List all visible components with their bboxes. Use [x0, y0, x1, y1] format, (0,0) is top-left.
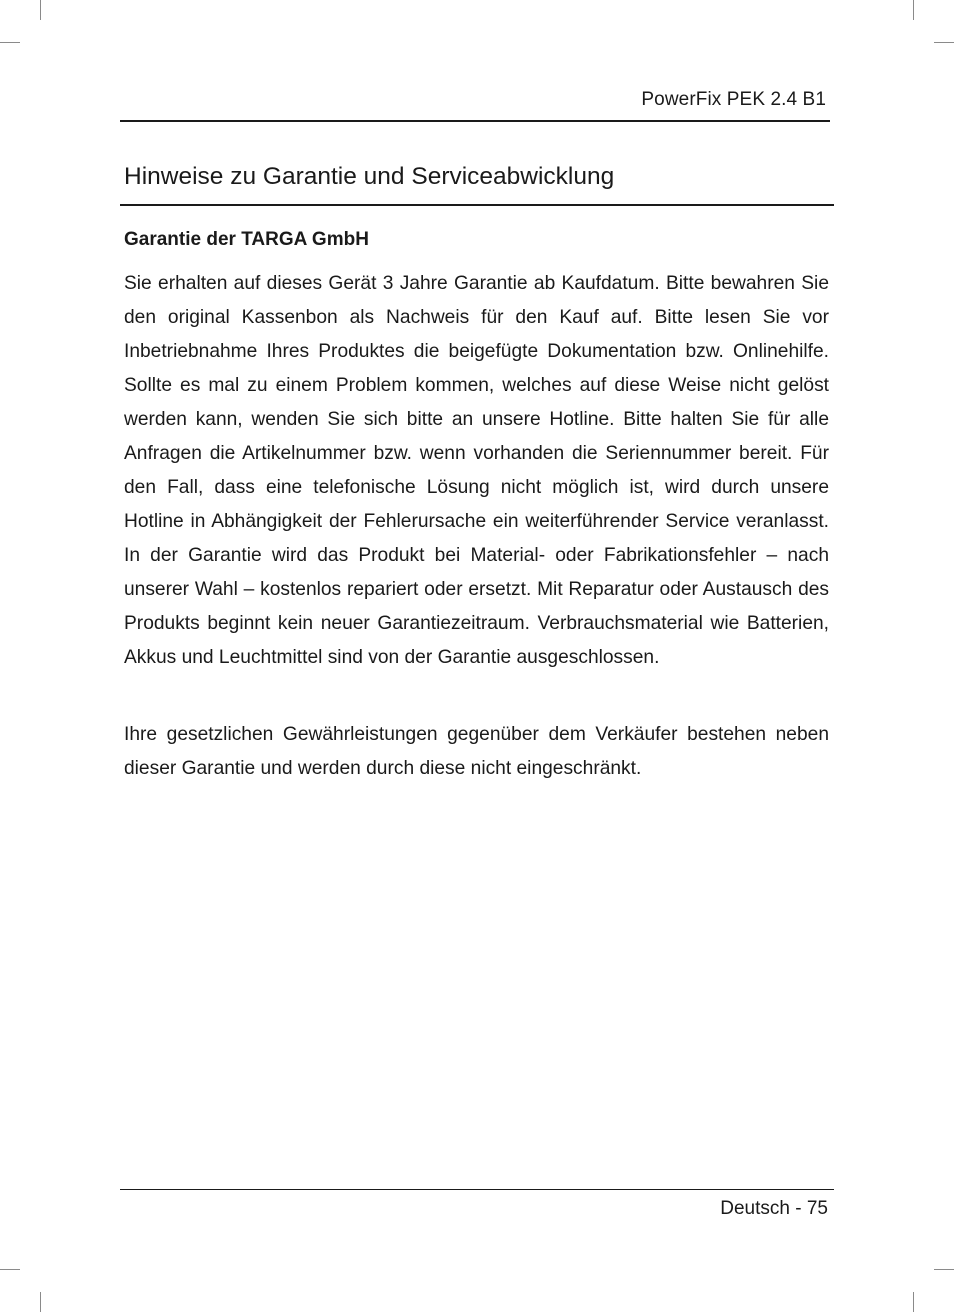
crop-mark-top-right	[913, 0, 914, 20]
footer-rule	[120, 1189, 834, 1190]
crop-mark-top-right-h	[934, 42, 954, 43]
page-number: Deutsch - 75	[720, 1198, 828, 1219]
warranty-paragraph: Sie erhalten auf dieses Gerät 3 Jahre Garantie ab Kaufdatum. Bitte bewahren Sie den original Kassenbon als Nachweis für den Kauf auf. Bitte lesen Sie vor Inbetriebnahme Ihres Produktes die beigefügte Dokumentation bzw. Onlinehilfe. Sollte es mal zu einem Problem kommen, welches auf diese Weise nicht gelöst werden kann, wenden Sie sich bitte an unsere Hotline. Bitte halten Sie für alle Anfragen die Artikelnummer bzw. wenn vorhanden die Seriennummer bereit. Für den Fall, dass eine telefonische Lösung nicht möglich ist, wird durch unsere Hotline in Abhängigkeit der Fehlerursache ein weiterführender Service veranlasst. In der Garantie wird das Produkt bei Material- oder Fabrikationsfehler – nach unserer Wahl – kostenlos repariert oder ersetzt. Mit Reparatur oder Austausch des Produkts beginnt kein neuer Garantiezeitraum. Verbrauchsmaterial wie Batterien, Akkus und Leuchtmittel sind von der Garantie ausgeschlossen.	[124, 273, 829, 668]
crop-mark-top-left	[40, 0, 41, 20]
crop-mark-bottom-left	[40, 1292, 41, 1312]
crop-mark-bottom-right-h	[934, 1269, 954, 1270]
header-rule	[120, 120, 830, 122]
crop-mark-top-left-h	[0, 42, 20, 43]
crop-mark-bottom-left-h	[0, 1269, 20, 1270]
statutory-rights-paragraph: Ihre gesetzlichen Gewährleistungen gegenüber dem Verkäufer bestehen neben dieser Garantie und werden durch diese nicht eingeschränkt.	[124, 724, 829, 779]
running-header: PowerFix PEK 2.4 B1	[641, 89, 826, 110]
section-title: Hinweise zu Garantie und Serviceabwicklung	[124, 163, 615, 190]
crop-mark-bottom-right	[913, 1292, 914, 1312]
subsection-title: Garantie der TARGA GmbH	[124, 229, 369, 250]
section-rule	[120, 204, 834, 206]
